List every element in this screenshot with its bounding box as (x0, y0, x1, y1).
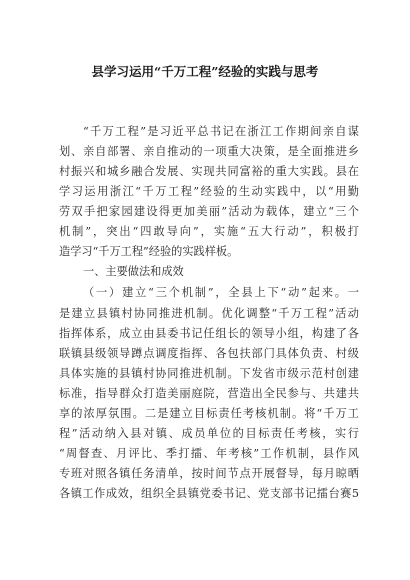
document-title: 县学习运用“千万工程”经验的实践与思考 (91, 64, 319, 79)
paragraph-line: 享的浓厚氛围。二是建立目标责任考核机制。将“千万工 (59, 407, 359, 420)
paragraph-line: 造学习“千万工程”经验的实践样板。 (59, 245, 239, 258)
paragraph-line: （一）建立“三个机制”，全县上下“动”起来。一 (83, 286, 359, 299)
paragraph-line: 各镇工作成效，组织全县镇党委书记、党支部书记擂台赛5 (59, 487, 359, 500)
paragraph-line: 联镇县级领导蹲点调度指挥、各包扶部门具体负责、村级 (59, 347, 359, 360)
paragraph-line: “周督查、月评比、季打擂、年考核”工作机制，县作风 (59, 447, 359, 460)
document-body (59, 122, 359, 504)
paragraph-line: 机制”，突出“四敢导向”，实施“五大行动”，积极打 (59, 225, 359, 238)
section-heading: 一、主要做法和成效 (83, 265, 184, 278)
paragraph-line: 具体实施的县镇村协同推进机制。下发省市级示范村创建 (59, 367, 359, 380)
paragraph-line: 标准，指导群众打造美丽庭院，营造出全民参与、共建共 (59, 387, 359, 400)
paragraph-line: 村振兴和城乡融合发展、实现共同富裕的重大实践。县在 (59, 165, 359, 178)
paragraph-line: 划、亲自部署、亲自推动的一项重大决策，是全面推进乡 (59, 145, 359, 158)
paragraph-line: 程”活动纳入县对镇、成员单位的目标责任考核，实行 (59, 427, 359, 440)
paragraph-line: 指挥体系，成立由县委书记任组长的领导小组，构建了各 (59, 327, 359, 340)
paragraph-line: 专班对照各镇任务清单，按时间节点开展督导，每月晾晒 (59, 467, 359, 480)
paragraph-line: 劳双手把家园建设得更加美丽”活动为载体，建立“三个 (59, 205, 359, 218)
paragraph-line: “千万工程”是习近平总书记在浙江工作期间亲自谋 (83, 125, 359, 138)
paragraph-line: 学习运用浙江“千万工程”经验的生动实践中，以“用勤 (59, 185, 359, 198)
paragraph-line: 是建立县镇村协同推进机制。优化调整“千万工程”活动 (59, 307, 359, 320)
